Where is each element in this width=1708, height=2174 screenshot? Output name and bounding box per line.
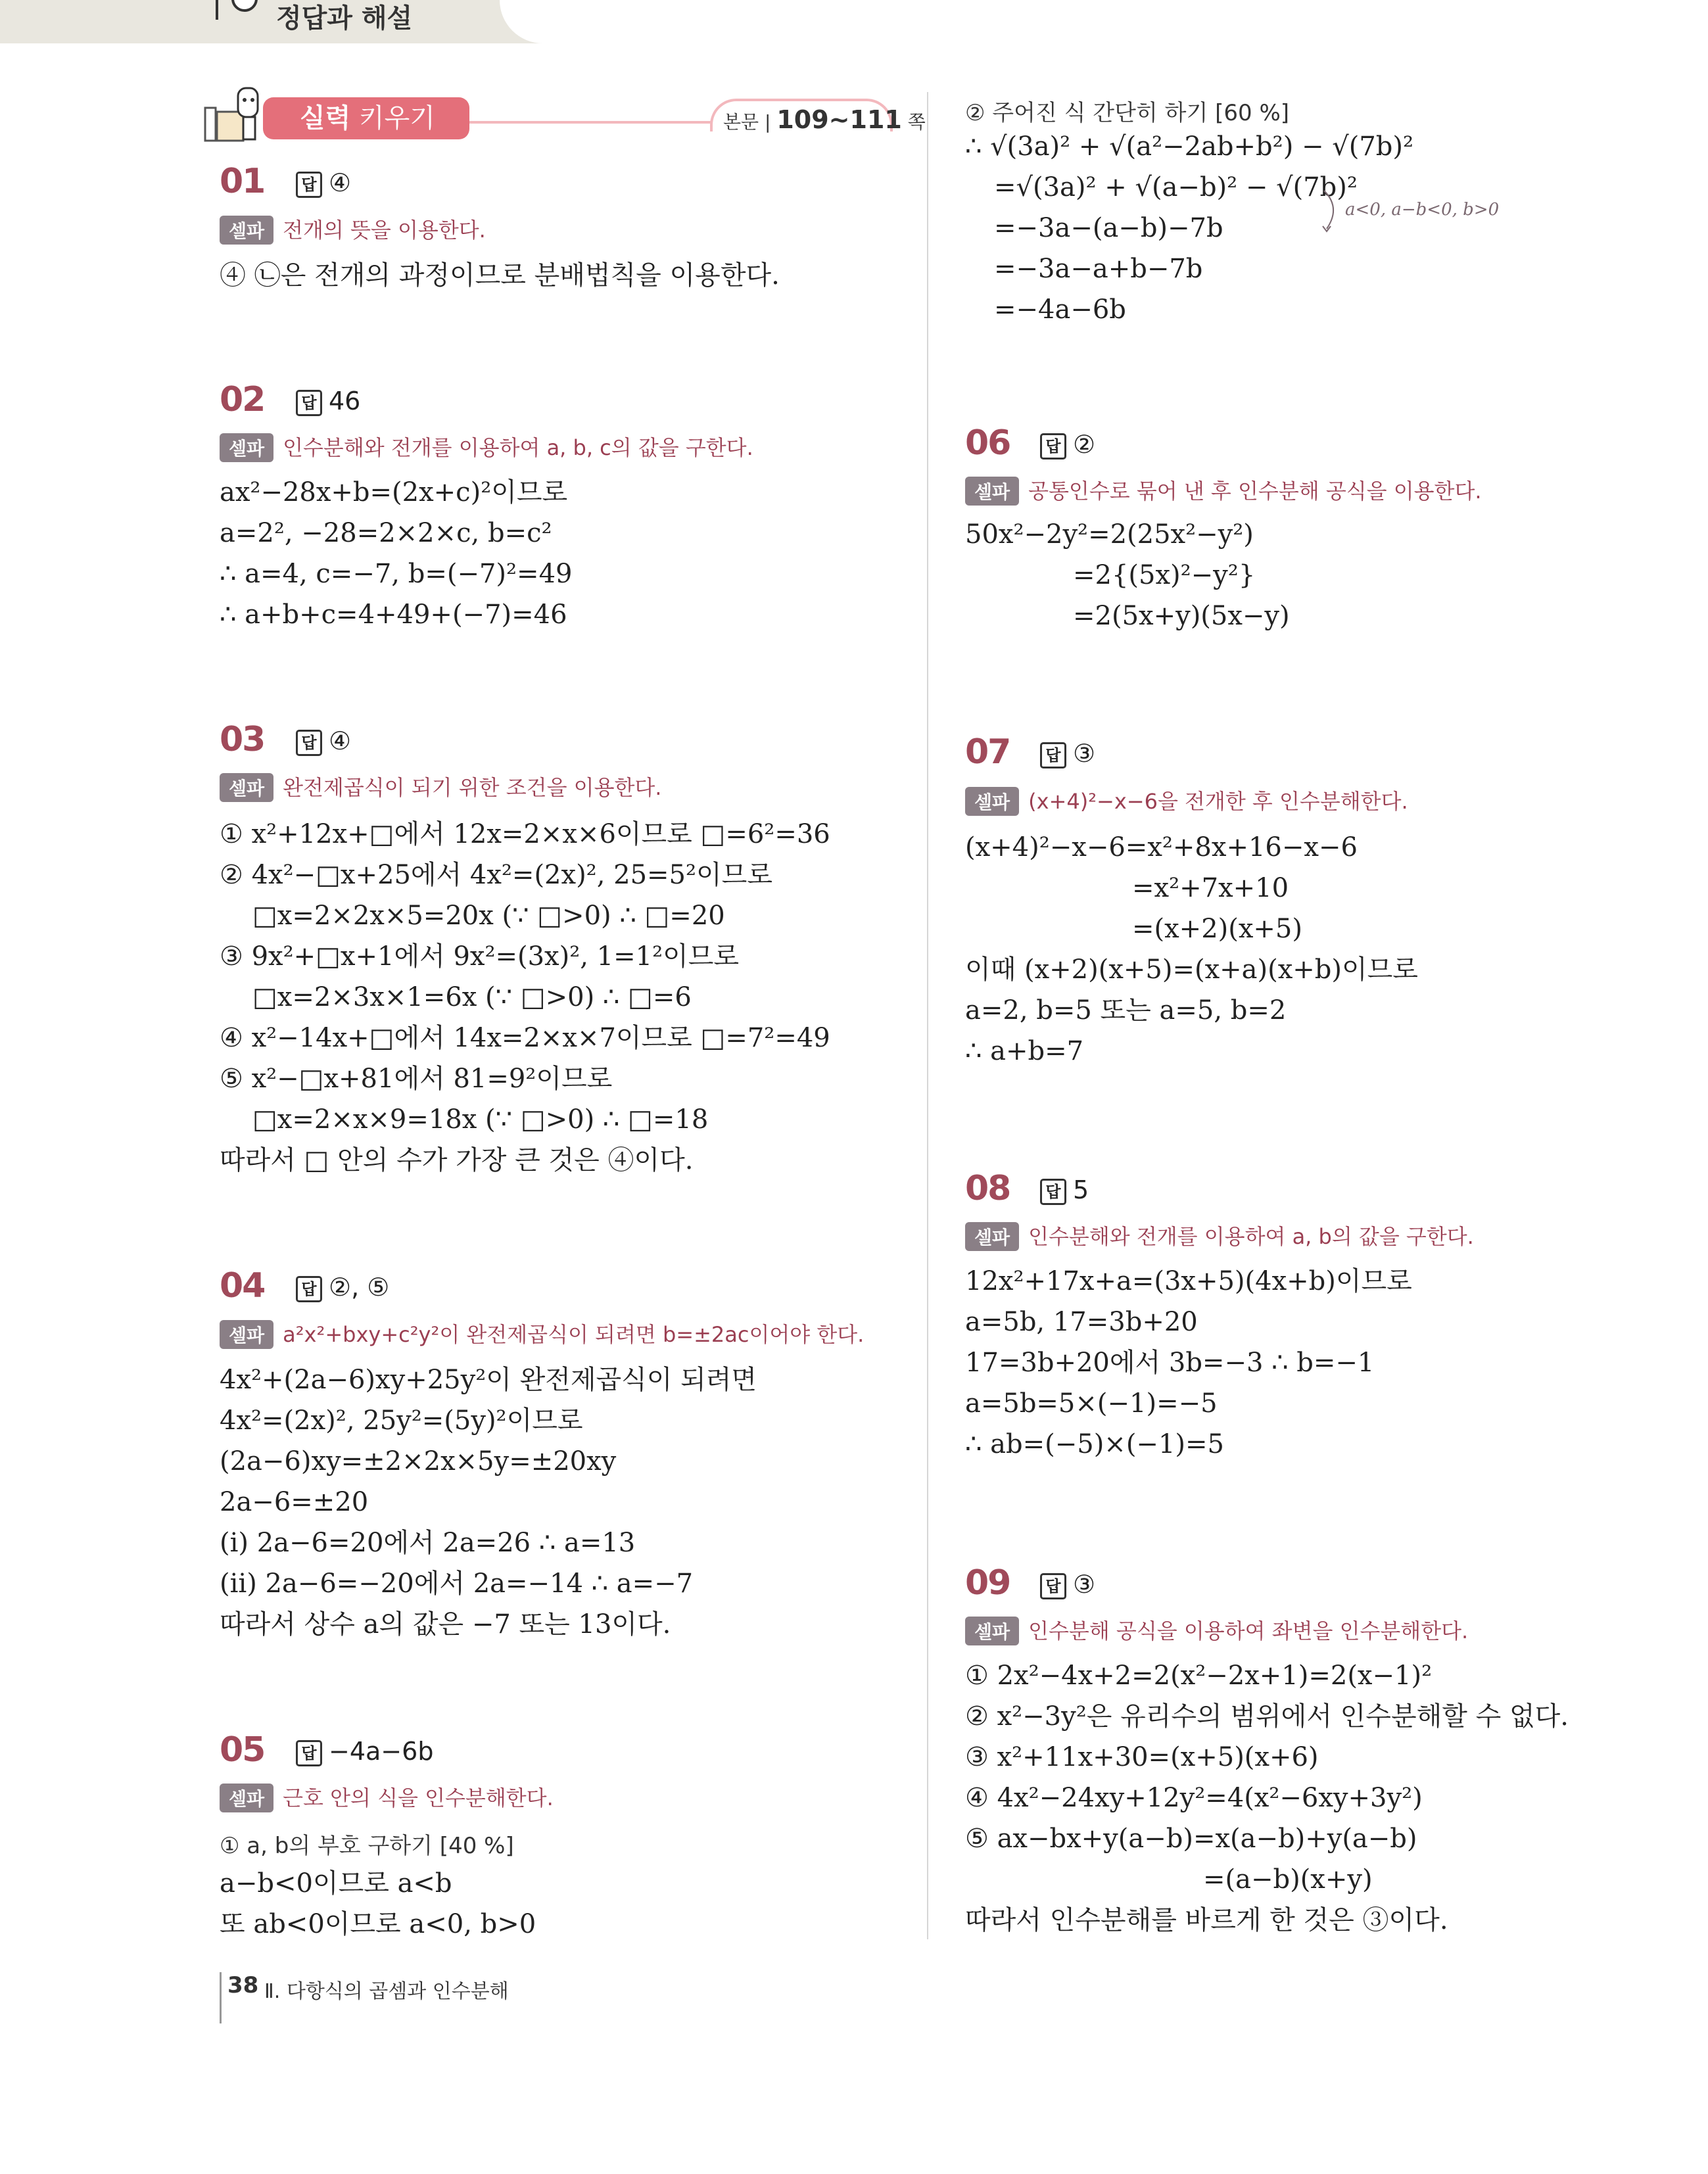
page-reference: 본문 | 109~111 쪽 (723, 105, 926, 134)
solution-line: 4x²=(2x)², 25y²=(5y)²이므로 (220, 1406, 583, 1436)
problem-number: 01 (220, 162, 265, 201)
header-title: 정답과 해설 (276, 3, 413, 34)
section-banner: 실력 키우기 (263, 97, 469, 139)
answer: 답 46 (296, 387, 360, 416)
solution-line: ① 2x²−4x+2=2(x²−2x+1)=2(x−1)² (965, 1661, 1433, 1691)
page-number: 38 (227, 1972, 259, 1998)
answer: 답 −4a−6b (296, 1737, 433, 1766)
solution-line: ∴ a+b=7 (965, 1036, 1084, 1066)
solution-line: (ⅰ) 2a−6=20에서 2a=26 ∴ a=13 (220, 1528, 636, 1558)
problem-number: 07 (965, 732, 1010, 772)
tip: 셀파 전개의 뜻을 이용한다. (220, 214, 486, 245)
tip: 셀파 인수분해와 전개를 이용하여 a, b, c의 값을 구한다. (220, 431, 753, 462)
solution-line: 또 ab<0이므로 a<0, b>0 (220, 1909, 536, 1939)
solution-line: 따라서 상수 a의 값은 −7 또는 13이다. (220, 1609, 671, 1640)
footer-bar (220, 1972, 222, 2023)
problem-number: 05 (220, 1730, 265, 1770)
problem-number: 04 (220, 1266, 265, 1306)
solution-line: ⑤ ax−bx+y(a−b)=x(a−b)+y(a−b) (965, 1824, 1417, 1854)
answer: 답 ③ (1040, 739, 1095, 768)
answer: 답 ④ (296, 168, 351, 198)
solution-line: (x+4)²−x−6=x²+8x+16−x−6 (965, 832, 1358, 863)
answer: 답 ② (1040, 430, 1095, 460)
solution-line: ⑤ x²−□x+81에서 81=9²이므로 (220, 1064, 613, 1094)
condition-note: a<0, a−b<0, b>0 (1345, 200, 1500, 220)
solution-line: a=5b, 17=3b+20 (965, 1307, 1198, 1337)
answer-badge: 답 (296, 172, 322, 198)
solution-line: □x=2×2x×5=20x (∵ □>0) ∴ □=20 (252, 901, 725, 931)
mascot-icon (210, 0, 263, 26)
solution-line: 따라서 인수분해를 바르게 한 것은 ③이다. (965, 1905, 1448, 1935)
solution-line: =−3a−(a−b)−7b (994, 213, 1223, 243)
column-divider (927, 92, 928, 1939)
solution-line: □x=2×x×9=18x (∵ □>0) ∴ □=18 (252, 1104, 709, 1135)
solution-line: =x²+7x+10 (1132, 873, 1289, 903)
solution-line: 17=3b+20에서 3b=−3 ∴ b=−1 (965, 1348, 1375, 1378)
solution-line: ∴ ab=(−5)×(−1)=5 (965, 1429, 1224, 1459)
problem-number: 08 (965, 1169, 1010, 1208)
answer: 답 ④ (296, 726, 351, 756)
solution-line: ③ 9x²+□x+1에서 9x²=(3x)², 1=1²이므로 (220, 941, 740, 972)
problem-number: 06 (965, 423, 1010, 463)
solution-line: ③ x²+11x+30=(x+5)(x+6) (965, 1742, 1319, 1772)
solution-line: 12x²+17x+a=(3x+5)(4x+b)이므로 (965, 1266, 1412, 1296)
solution-line: =√(3a)² + √(a−b)² − √(7b)² (994, 172, 1358, 202)
solution-line: ∴ a=4, c=−7, b=(−7)²=49 (220, 559, 573, 589)
solution-line: =−4a−6b (994, 295, 1126, 325)
solution-line: a=5b=5×(−1)=−5 (965, 1388, 1218, 1419)
solution-line: ④ 4x²−24xy+12y²=4(x²−6xy+3y²) (965, 1783, 1423, 1813)
solution-line: =(a−b)(x+y) (1203, 1864, 1373, 1895)
solution-line: ∴ √(3a)² + √(a²−2ab+b²) − √(7b)² (965, 131, 1414, 162)
solution-line: =(x+2)(x+5) (1132, 914, 1302, 944)
solution-line: ④ ㉡은 전개의 과정이므로 분배법칙을 이용한다. (220, 260, 780, 291)
solution-line: ① x²+12x+□에서 12x=2×x×6이므로 □=6²=36 (220, 819, 830, 849)
solution-line: =2(5x+y)(5x−y) (1073, 601, 1290, 631)
problem-number: 02 (220, 380, 265, 419)
tip: 셀파 근호 안의 식을 인수분해한다. (220, 1782, 554, 1812)
solution-line: ② 4x²−□x+25에서 4x²=(2x)², 25=5²이므로 (220, 860, 772, 890)
answer: 답 5 (1040, 1175, 1089, 1205)
solution-line: 50x²−2y²=2(25x²−y²) (965, 519, 1254, 550)
tip: 셀파 (x+4)²−x−6을 전개한 후 인수분해한다. (965, 785, 1408, 816)
solution-line: (ⅱ) 2a−6=−20에서 2a=−14 ∴ a=−7 (220, 1569, 694, 1599)
solution-line: 이때 (x+2)(x+5)=(x+a)(x+b)이므로 (965, 955, 1418, 985)
header-band-curve (500, 0, 1708, 43)
solution-line: ④ x²−14x+□에서 14x=2×x×7이므로 □=7²=49 (220, 1023, 830, 1053)
solution-line: a=2, b=5 또는 a=5, b=2 (965, 995, 1287, 1026)
problem-number: 09 (965, 1563, 1010, 1603)
solution-line: □x=2×3x×1=6x (∵ □>0) ∴ □=6 (252, 982, 692, 1012)
solution-line: (2a−6)xy=±2×2x×5y=±20xy (220, 1446, 617, 1477)
solution-line: a=2², −28=2×2×c, b=c² (220, 518, 552, 548)
solution-line: 따라서 □ 안의 수가 가장 큰 것은 ④이다. (220, 1145, 694, 1175)
solution-line: =−3a−a+b−7b (994, 254, 1203, 284)
solution-line: ② x²−3y²은 유리수의 범위에서 인수분해할 수 없다. (965, 1701, 1569, 1732)
chapter-title: Ⅱ. 다항식의 곱셈과 인수분해 (264, 1980, 509, 2003)
solution-line: ax²−28x+b=(2x+c)²이므로 (220, 477, 568, 508)
tip: 셀파 인수분해와 전개를 이용하여 a, b의 값을 구한다. (965, 1220, 1474, 1251)
step-heading: ① a, b의 부호 구하기 [40 %] (220, 1833, 514, 1859)
mascot-reading-icon (204, 85, 270, 145)
answer: 답 ③ (1040, 1570, 1095, 1599)
tip: 셀파 인수분해 공식을 이용하여 좌변을 인수분해한다. (965, 1615, 1468, 1645)
problem-number: 03 (220, 720, 265, 759)
solution-line: ∴ a+b+c=4+49+(−7)=46 (220, 600, 567, 630)
solution-line: 4x²+(2a−6)xy+25y²이 완전제곱식이 되려면 (220, 1365, 757, 1395)
step-heading: ② 주어진 식 간단히 하기 [60 %] (965, 100, 1290, 126)
answer: 답 ②, ⑤ (296, 1273, 389, 1302)
solution-line: 2a−6=±20 (220, 1487, 369, 1517)
note-arrow-icon (1321, 188, 1345, 234)
tip: 셀파 a²x²+bxy+c²y²이 완전제곱식이 되려면 b=±2ac이어야 한다. (220, 1318, 864, 1349)
tip: 셀파 완전제곱식이 되기 위한 조건을 이용한다. (220, 771, 661, 802)
tip: 셀파 공통인수로 묶어 낸 후 인수분해 공식을 이용한다. (965, 475, 1482, 506)
solution-line: =2{(5x)²−y²} (1073, 560, 1256, 590)
solution-line: a−b<0이므로 a<b (220, 1868, 452, 1899)
